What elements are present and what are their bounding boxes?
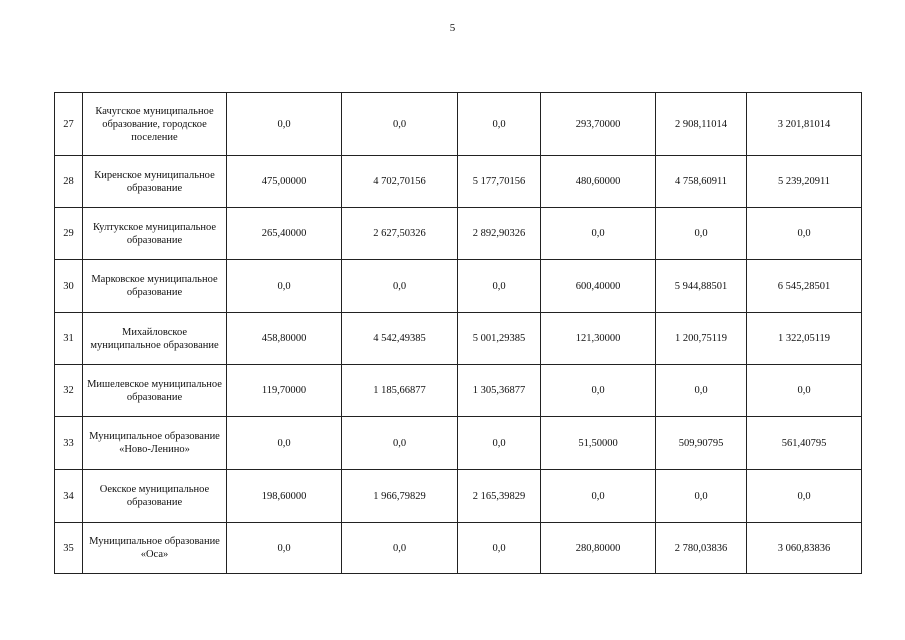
- value-cell: 0,0: [458, 93, 541, 156]
- row-number-cell: 33: [55, 417, 83, 470]
- value-cell: 0,0: [747, 365, 862, 417]
- value-cell: 475,00000: [227, 156, 342, 208]
- value-cell: 0,0: [656, 208, 747, 260]
- row-number-cell: 30: [55, 260, 83, 313]
- value-cell: 4 542,49385: [342, 313, 458, 365]
- value-cell: 4 758,60911: [656, 156, 747, 208]
- value-cell: 2 892,90326: [458, 208, 541, 260]
- value-cell: 0,0: [458, 260, 541, 313]
- row-number-cell: 31: [55, 313, 83, 365]
- table-row: [55, 523, 862, 574]
- table-row: [55, 93, 862, 156]
- value-cell: 5 239,20911: [747, 156, 862, 208]
- municipality-name-cell: Култукское муниципальное образование: [83, 208, 227, 260]
- value-cell: 0,0: [747, 470, 862, 523]
- value-cell: 2 165,39829: [458, 470, 541, 523]
- value-cell: 1 305,36877: [458, 365, 541, 417]
- value-cell: 3 060,83836: [747, 523, 862, 574]
- value-cell: 0,0: [656, 470, 747, 523]
- municipality-name-cell: Мишелевское муниципальное образование: [83, 365, 227, 417]
- row-number-cell: 27: [55, 93, 83, 156]
- value-cell: 0,0: [458, 417, 541, 470]
- table-row: [55, 313, 862, 365]
- value-cell: 0,0: [227, 417, 342, 470]
- table-row: [55, 365, 862, 417]
- value-cell: 0,0: [541, 208, 656, 260]
- value-cell: 509,90795: [656, 417, 747, 470]
- row-number-cell: 29: [55, 208, 83, 260]
- row-number-cell: 32: [55, 365, 83, 417]
- value-cell: 265,40000: [227, 208, 342, 260]
- value-cell: 4 702,70156: [342, 156, 458, 208]
- value-cell: 1 966,79829: [342, 470, 458, 523]
- table-row: [55, 470, 862, 523]
- value-cell: 0,0: [541, 365, 656, 417]
- row-number-cell: 35: [55, 523, 83, 574]
- value-cell: 119,70000: [227, 365, 342, 417]
- value-cell: 121,30000: [541, 313, 656, 365]
- row-number-cell: 34: [55, 470, 83, 523]
- value-cell: 293,70000: [541, 93, 656, 156]
- value-cell: 2 780,03836: [656, 523, 747, 574]
- value-cell: 5 001,29385: [458, 313, 541, 365]
- data-table: [54, 92, 862, 574]
- value-cell: 458,80000: [227, 313, 342, 365]
- value-cell: 1 185,66877: [342, 365, 458, 417]
- table-row: [55, 156, 862, 208]
- value-cell: 0,0: [747, 208, 862, 260]
- value-cell: 0,0: [227, 93, 342, 156]
- value-cell: 2 908,11014: [656, 93, 747, 156]
- value-cell: 480,60000: [541, 156, 656, 208]
- municipality-name-cell: Качугское муниципальное образование, городское поселение: [83, 93, 227, 156]
- value-cell: 0,0: [458, 523, 541, 574]
- municipality-name-cell: Оекское муниципальное образование: [83, 470, 227, 523]
- page-number: 5: [449, 22, 456, 34]
- value-cell: 3 201,81014: [747, 93, 862, 156]
- municipality-name-cell: Муниципальное образование «Ново-Ленино»: [83, 417, 227, 470]
- municipality-name-cell: Марковское муниципальное образование: [83, 260, 227, 313]
- value-cell: 5 944,88501: [656, 260, 747, 313]
- value-cell: 0,0: [656, 365, 747, 417]
- value-cell: 1 200,75119: [656, 313, 747, 365]
- municipality-name-cell: Михайловское муниципальное образование: [83, 313, 227, 365]
- value-cell: 600,40000: [541, 260, 656, 313]
- value-cell: 0,0: [342, 417, 458, 470]
- value-cell: 51,50000: [541, 417, 656, 470]
- row-number-cell: 28: [55, 156, 83, 208]
- value-cell: 0,0: [342, 93, 458, 156]
- value-cell: 561,40795: [747, 417, 862, 470]
- table-row: [55, 208, 862, 260]
- municipality-name-cell: Киренское муниципальное образование: [83, 156, 227, 208]
- value-cell: 5 177,70156: [458, 156, 541, 208]
- value-cell: 280,80000: [541, 523, 656, 574]
- value-cell: 0,0: [227, 523, 342, 574]
- table-row: [55, 260, 862, 313]
- value-cell: 0,0: [227, 260, 342, 313]
- municipality-name-cell: Муниципальное образование «Оса»: [83, 523, 227, 574]
- value-cell: 0,0: [342, 523, 458, 574]
- table-row: [55, 417, 862, 470]
- value-cell: 198,60000: [227, 470, 342, 523]
- value-cell: 0,0: [342, 260, 458, 313]
- value-cell: 6 545,28501: [747, 260, 862, 313]
- value-cell: 1 322,05119: [747, 313, 862, 365]
- value-cell: 0,0: [541, 470, 656, 523]
- value-cell: 2 627,50326: [342, 208, 458, 260]
